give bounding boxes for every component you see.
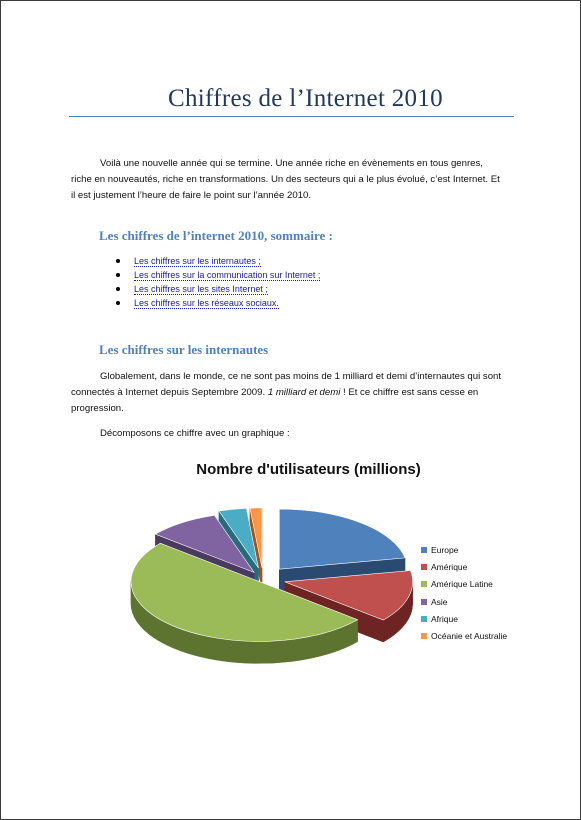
toc-item-communication xyxy=(99,268,320,282)
toc-link-sites[interactable]: Les chiffres sur les sites Internet ; xyxy=(134,284,268,294)
legend-label: Asie xyxy=(431,596,448,607)
toc-heading: Les chiffres de l’internet 2010, sommaire : xyxy=(99,228,333,243)
section-line-2: connectés à Internet depuis Septembre 2009. 1 milliard et demi ! Et ce chiffre est sans cesse en xyxy=(71,387,479,398)
legend-label: Europe xyxy=(431,544,459,555)
section-line-3: progression. xyxy=(71,403,124,414)
legend-swatch xyxy=(421,616,427,622)
intro-line-3: il est justement l’heure de faire le point sur l’année 2010. xyxy=(71,190,311,201)
legend-swatch xyxy=(421,564,427,570)
toc-list xyxy=(99,254,320,310)
bullet-icon xyxy=(116,301,120,305)
legend-label: Océanie et Australie xyxy=(431,631,508,642)
legend-swatch xyxy=(421,633,427,639)
legend-item xyxy=(421,593,507,610)
legend-swatch xyxy=(421,599,427,605)
legend-item xyxy=(421,541,507,558)
toc-link-communication[interactable]: Les chiffres sur la communication sur Internet ; xyxy=(134,270,321,280)
legend-swatch xyxy=(421,581,427,587)
toc-item-reseaux xyxy=(99,296,320,310)
legend-label: Afrique xyxy=(431,613,458,624)
bullet-icon xyxy=(116,273,120,277)
toc-item-internautes xyxy=(99,254,320,268)
page-title: Chiffres de l’Internet 2010 xyxy=(168,85,443,112)
section-heading: Les chiffres sur les internautes xyxy=(99,342,269,357)
pie-slice-am-rique-latine xyxy=(131,543,358,663)
legend-item xyxy=(421,558,507,575)
toc-link-internautes[interactable]: Les chiffres sur les internautes ; xyxy=(134,256,261,266)
title-underline xyxy=(69,116,514,117)
section-paragraph xyxy=(71,369,521,417)
pie-slice-afrique xyxy=(219,508,259,590)
chart-legend xyxy=(421,541,507,645)
intro-line-1: Voilà une nouvelle année qui se termine. Une année riche en évènements en tous genres, xyxy=(100,158,483,169)
bullet-icon xyxy=(116,287,120,291)
chart-intro-paragraph: Décomposons ce chiffre avec un graphique : xyxy=(100,428,290,439)
pie-slice-europe xyxy=(279,509,405,591)
toc-link-reseaux[interactable]: Les chiffres sur les réseaux sociaux. xyxy=(134,298,279,308)
legend-label: Amérique xyxy=(431,561,468,572)
pie-slice-asie xyxy=(155,515,254,594)
legend-item xyxy=(421,610,507,627)
legend-label: Amérique Latine xyxy=(431,579,493,590)
section-line-1: Globalement, dans le monde, ce ne sont pas moins de 1 milliard et demi d’internautes qui sont xyxy=(100,371,502,382)
intro-paragraph xyxy=(71,156,521,204)
legend-item xyxy=(421,627,507,644)
pie-slice-oc-anie-et-australie xyxy=(250,508,262,590)
bullet-icon xyxy=(116,259,120,263)
legend-swatch xyxy=(421,547,427,553)
intro-line-2: riche en nouveautés, riche en transformations. Un des secteurs qui a le plus évolué, c’est Internet. Et xyxy=(71,174,500,185)
chart-title: Nombre d'utilisateurs (millions) xyxy=(196,461,421,478)
toc-item-sites xyxy=(99,282,320,296)
legend-item xyxy=(421,576,507,593)
pie-slice-am-rique xyxy=(285,571,413,642)
